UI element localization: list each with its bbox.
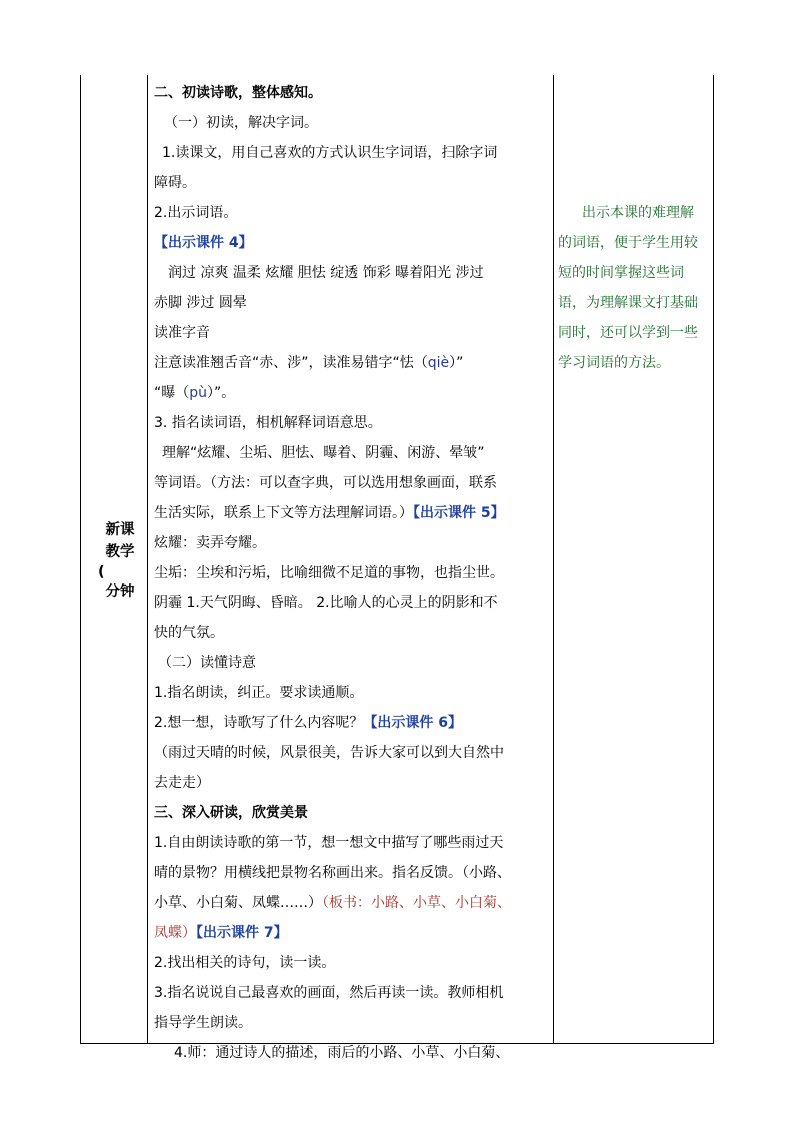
- vocab-line: 赤脚 涉过 圆晕: [154, 295, 247, 311]
- text-line: 等词语。（方法：可以查字典，可以选用想象画面，联系: [154, 475, 497, 491]
- definition-line: 尘垢：尘埃和污垢，比喻细微不足道的事物，也指尘世。: [154, 565, 504, 581]
- note-line: 学习词语的方法。: [558, 355, 670, 371]
- vocab-line: 润过 凉爽 温柔 炫耀 胆怯 绽透 饰彩 曝着阳光 涉过: [168, 265, 484, 281]
- table-border-right: [713, 75, 714, 1044]
- courseware-tag: 【出示课件 5】: [413, 505, 505, 521]
- pronunciation-note: [154, 348, 463, 378]
- text-line: 1.指名朗读，纠正。要求读通顺。: [154, 685, 364, 701]
- text-line: [154, 498, 505, 528]
- courseware-tag: 【出示课件 6】: [363, 715, 462, 731]
- table-divider-2: [553, 75, 554, 1044]
- text-line: 2.找出相关的诗句，读一读。: [154, 955, 336, 971]
- text-line: [154, 888, 511, 918]
- definition-line: 快的气氛。: [154, 625, 224, 641]
- subheading-words: （一）初读，解决字词。: [164, 115, 318, 131]
- note-line: 的词语，便于学生用较: [558, 235, 698, 251]
- text-line: 1.读课文，用自己喜欢的方式认识生字词语，扫除字词: [162, 145, 498, 161]
- text-span: ）”: [449, 355, 464, 371]
- section-label-line1: 新课: [105, 522, 135, 538]
- text-span: 2.想一想，诗歌写了什么内容呢？: [154, 715, 364, 731]
- text-line: 去走走）: [154, 775, 210, 791]
- table-border-left: [80, 75, 81, 1044]
- text-line: 障碍。: [154, 175, 196, 191]
- text-span: 生活实际，联系上下文等方法理解词语。）: [154, 505, 413, 521]
- definition-line: 炫耀：卖弄夸耀。: [154, 535, 266, 551]
- blackboard-note: （板书：小路、小草、小白菊、: [322, 895, 511, 911]
- note-line: 语，为理解课文打基础: [558, 295, 698, 311]
- pinyin: qiè: [427, 355, 450, 371]
- courseware-tag: 【出示课件 4】: [154, 235, 253, 251]
- text-line: 指导学生朗读。: [154, 1015, 252, 1031]
- text-span: 注意读准翘舌音“赤、涉”，读准易错字“怯（: [154, 355, 428, 371]
- subheading-meaning: （二）读懂诗意: [158, 655, 256, 671]
- text-span: ）”。: [207, 385, 236, 401]
- text-line: 3.指名说说自己最喜欢的画面，然后再读一读。教师相机: [154, 985, 504, 1001]
- note-line: 短的时间掌握这些词: [558, 265, 684, 281]
- text-span: “曝（: [154, 385, 190, 401]
- text-line: 理解“炫耀、尘垢、胆怯、曝着、阴霾、闲游、晕皱”: [162, 445, 485, 461]
- text-span: 小草、小白菊、凤蝶……）: [154, 895, 322, 911]
- text-line: 2.出示词语。: [154, 205, 238, 221]
- note-line: 出示本课的难理解: [582, 205, 694, 221]
- text-line: 4.师：通过诗人的描述，雨后的小路、小草、小白菊、: [174, 1045, 510, 1061]
- text-line: 3. 指名读词语，相机解释词语意思。: [154, 415, 382, 431]
- text-line: [154, 918, 288, 948]
- courseware-tag: 【出示课件 7】: [196, 925, 288, 941]
- pinyin: pù: [189, 385, 208, 401]
- text-line: （雨过天晴的时候，风景很美，告诉大家可以到大自然中: [154, 745, 504, 761]
- text-line: [154, 708, 462, 738]
- section-label-line2: 教学: [105, 544, 135, 560]
- heading-deep-reading: 三、深入研读，欣赏美景: [154, 805, 308, 821]
- text-line: 1.自由朗读诗歌的第一节，想一想文中描写了哪些雨过天: [154, 835, 504, 851]
- definition-line: 阴霾 1.天气阴晦、昏暗。 2.比喻人的心灵上的阴影和不: [154, 595, 498, 611]
- pronunciation-note: [154, 378, 235, 408]
- note-line: 同时，还可以学到一些: [558, 325, 698, 341]
- blackboard-note: 凤蝶）: [154, 925, 196, 941]
- section-label-line3: (: [98, 564, 105, 580]
- section-label-line4: 分钟: [105, 584, 135, 600]
- heading-initial-reading: 二、初读诗歌，整体感知。: [154, 85, 322, 101]
- text-line: 晴的景物？用横线把景物名称画出来。指名反馈。（小路、: [154, 865, 511, 881]
- text-line: 读准字音: [154, 325, 210, 341]
